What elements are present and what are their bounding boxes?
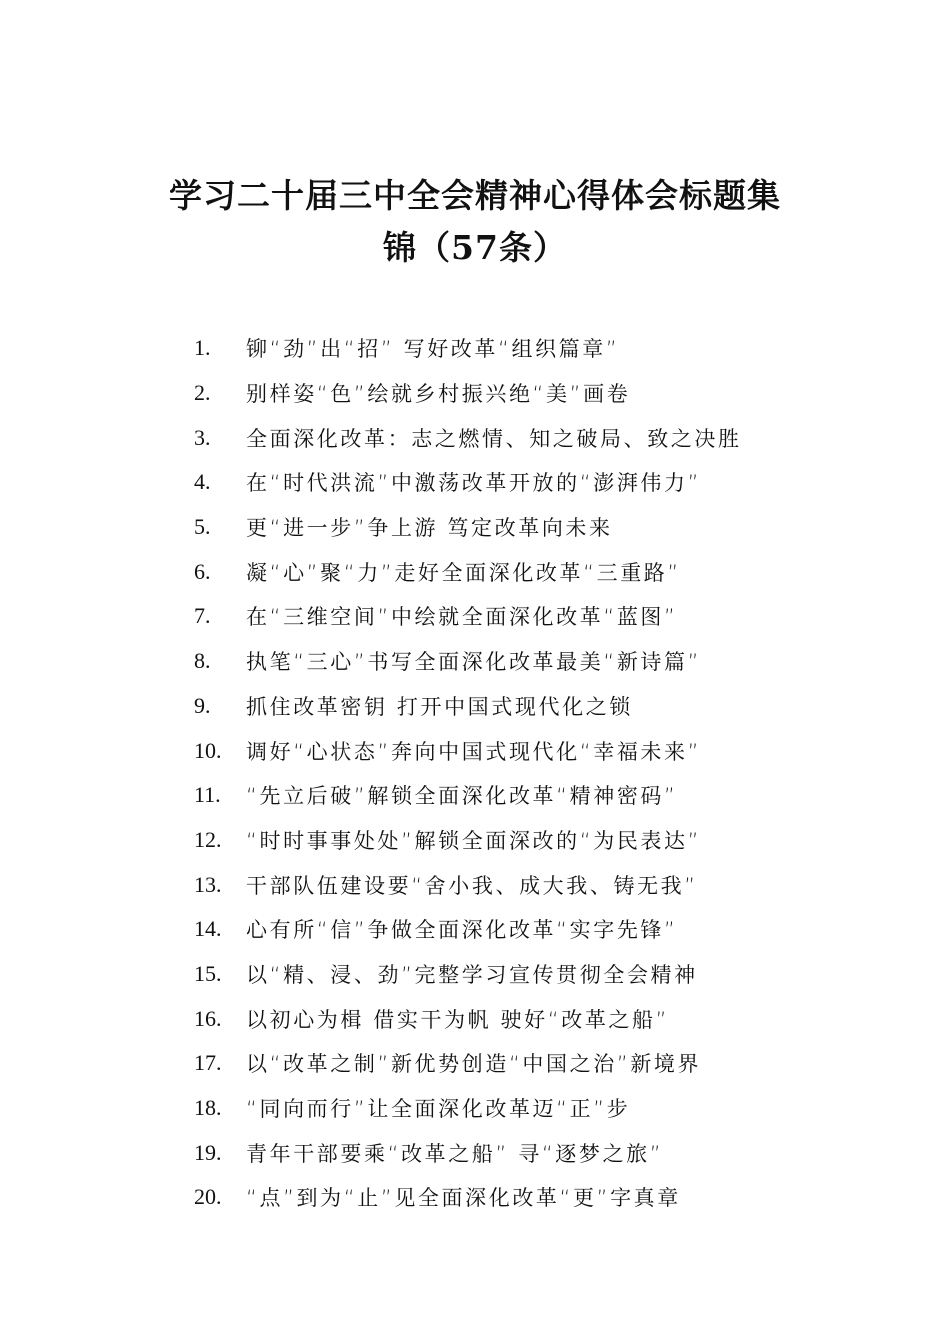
list-item xyxy=(194,952,814,997)
list-item xyxy=(194,907,814,952)
list-item xyxy=(194,460,814,505)
list-item-text: “同向而行”让全面深化改革迈“正”步 xyxy=(246,1097,631,1122)
list-item-text: 更“进一步”争上游 笃定改革向未来 xyxy=(246,516,613,541)
list-item-text: 在“三维空间”中绘就全面深化改革“蓝图” xyxy=(246,605,678,630)
list-item xyxy=(194,639,814,684)
list-item xyxy=(194,1086,814,1131)
list-item-text: 凝“心”聚“力”走好全面深化改革“三重路” xyxy=(246,560,681,585)
list-item-text: 干部队伍建设要“舍小我、成大我、铸无我” xyxy=(246,873,698,898)
list-item-text: 抓住改革密钥 打开中国式现代化之锁 xyxy=(246,694,633,719)
list-item-number: 8. xyxy=(194,648,211,674)
list-item xyxy=(194,996,814,1041)
list-item-text: 青年干部要乘“改革之船” 寻“逐梦之旅” xyxy=(246,1141,664,1166)
title-line-1: 学习二十届三中全会精神心得体会标题集 xyxy=(169,176,781,215)
list-item-number: 18. xyxy=(194,1095,222,1121)
list-item-number: 15. xyxy=(194,960,222,986)
list-item xyxy=(194,1175,814,1220)
list-item-number: 7. xyxy=(194,603,211,629)
list-item xyxy=(194,818,814,863)
list-item-number: 19. xyxy=(194,1139,222,1165)
list-item-number: 6. xyxy=(194,558,211,584)
list-item-text: 以初心为楫 借实干为帆 驶好“改革之船” xyxy=(246,1007,670,1032)
list-item-number: 11. xyxy=(194,782,221,808)
list-item xyxy=(194,684,814,729)
list-item-text: 以“改革之制”新优势创造“中国之治”新境界 xyxy=(246,1052,702,1077)
list-item-text: 心有所“信”争做全面深化改革“实字先锋” xyxy=(246,918,678,943)
list-item xyxy=(194,862,814,907)
document-title xyxy=(150,170,800,274)
list-item-text: 以“精、浸、劲”完整学习宣传贯彻全会精神 xyxy=(246,962,698,987)
list-item xyxy=(194,1130,814,1175)
list-item-number: 4. xyxy=(194,469,211,495)
list-item-text: 调好“心状态”奔向中国式现代化“幸福未来” xyxy=(246,739,702,764)
list-item-text: “先立后破”解锁全面深化改革“精神密码” xyxy=(246,784,678,809)
list-item-number: 1. xyxy=(194,335,211,361)
list-item-number: 3. xyxy=(194,424,211,450)
list-item-text: “点”到为“止”见全面深化改革“更”字真章 xyxy=(246,1186,681,1211)
list-item xyxy=(194,773,814,818)
list-item-text: “时时事事处处”解锁全面深改的“为民表达” xyxy=(246,828,702,853)
list-item xyxy=(194,326,814,371)
list-item-text: 全面深化改革：志之燃情、知之破局、致之决胜 xyxy=(246,426,742,451)
list-item xyxy=(194,549,814,594)
list-item-text: 别样姿“色”绘就乡村振兴绝“美”画卷 xyxy=(246,382,631,407)
list-item-text: 在“时代洪流”中激荡改革开放的“澎湃伟力” xyxy=(246,471,702,496)
list-item xyxy=(194,415,814,460)
list-item-number: 2. xyxy=(194,380,211,406)
title-line-2: 锦（57条） xyxy=(383,228,567,267)
list-item-number: 5. xyxy=(194,514,211,540)
list-item xyxy=(194,728,814,773)
list-item-number: 14. xyxy=(194,916,222,942)
list-item-number: 10. xyxy=(194,737,222,763)
list-item xyxy=(194,505,814,550)
list-item-text: 执笔“三心”书写全面深化改革最美“新诗篇” xyxy=(246,650,702,675)
list-item-number: 9. xyxy=(194,692,211,718)
list-item-number: 16. xyxy=(194,1005,222,1031)
list-item xyxy=(194,1041,814,1086)
list-item-number: 13. xyxy=(194,871,222,897)
list-item-number: 20. xyxy=(194,1184,222,1210)
list-item xyxy=(194,594,814,639)
headline-list xyxy=(194,326,814,1220)
list-item-number: 12. xyxy=(194,826,222,852)
list-item-text: 铆“劲”出“招” 写好改革“组织篇章” xyxy=(246,337,620,362)
list-item-number: 17. xyxy=(194,1050,222,1076)
list-item xyxy=(194,371,814,416)
